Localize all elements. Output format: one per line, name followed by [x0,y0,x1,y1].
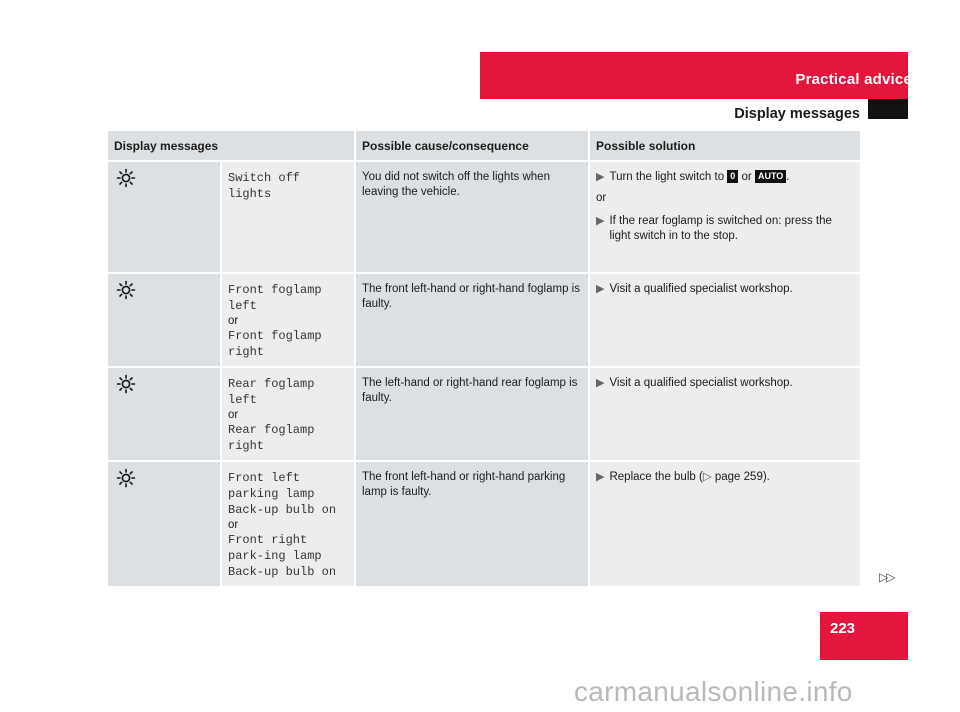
message-cell [221,461,355,587]
message-text: Front foglamp left [228,283,322,313]
message-or: or [228,409,239,421]
solution-cell [589,161,860,273]
section-title: Practical advice [795,71,912,88]
column-header-cause: Possible cause/consequence [355,131,589,161]
display-messages-table [108,131,860,588]
header-marker [868,99,908,119]
icon-cell [108,367,221,461]
message-cell [221,273,355,367]
page-reference-arrow-icon: ▷ [702,471,712,483]
solution-cell [589,273,860,367]
solution-text: Turn the light switch to [609,171,725,183]
table-header-row [108,131,860,161]
step-arrow-icon: ▶ [596,283,605,295]
solution-text: or [741,171,752,183]
solution-text: Visit a qualified specialist workshop. [609,377,793,389]
message-text: Front foglamp right [228,329,322,359]
cause-cell: You did not switch off the lights when leaving the vehicle. [355,161,589,273]
step-arrow-icon: ▶ [596,215,605,227]
column-header-solution: Possible solution [589,131,860,161]
solution-step [596,282,854,297]
table-row [108,461,860,587]
solution-text: Replace the bulb ( [609,471,703,483]
step-arrow-icon: ▶ [596,377,605,389]
cause-cell: The front left-hand or right-hand parking lamp is faulty. [355,461,589,587]
solution-step [596,170,854,185]
message-text: Rear foglamp left [228,377,315,407]
message-cell [221,161,355,273]
solution-cell [589,367,860,461]
page-reference-link[interactable]: page 259 [714,471,763,483]
exterior-lamp-icon [116,168,136,188]
message-or: or [228,315,239,327]
table-row [108,367,860,461]
message-text: Switch off lights [228,171,301,201]
icon-cell [108,161,221,273]
solution-cell [589,461,860,587]
solution-text: If the rear foglamp is switched on: press the light switch in to the stop. [609,215,832,242]
solution-step [596,214,854,244]
table-row [108,161,860,273]
exterior-lamp-icon [116,280,136,300]
exterior-lamp-icon [116,468,136,488]
message-cell [221,367,355,461]
switch-position-auto-icon: AUTO [755,170,786,183]
solution-step [596,470,854,485]
message-or: or [228,519,239,531]
exterior-lamp-icon [116,374,136,394]
cause-cell: The front left-hand or right-hand foglamp is faulty. [355,273,589,367]
page-number: 223 [830,620,856,637]
message-text: Rear foglamp right [228,423,315,453]
subsection-title: Display messages [734,106,860,122]
solution-or: or [596,192,607,204]
solution-text: Visit a qualified specialist workshop. [609,283,793,295]
cause-cell: The left-hand or right-hand rear foglamp is faulty. [355,367,589,461]
solution-step [596,376,854,391]
message-text: Front left parking lamp Back-up bulb on [228,471,337,517]
switch-position-0-icon: 0 [727,170,738,183]
table-row [108,273,860,367]
solution-text: . [786,171,790,183]
step-arrow-icon: ▶ [596,171,605,183]
column-header-display-messages: Display messages [108,131,355,161]
message-text: Front right park-ing lamp Back-up bulb on [228,533,337,579]
continued-next-page-icon: ▷▷ [879,570,894,584]
step-arrow-icon: ▶ [596,471,605,483]
solution-text: ). [762,471,770,483]
icon-cell [108,461,221,587]
watermark: carmanualsonline.info [574,676,853,707]
icon-cell [108,273,221,367]
